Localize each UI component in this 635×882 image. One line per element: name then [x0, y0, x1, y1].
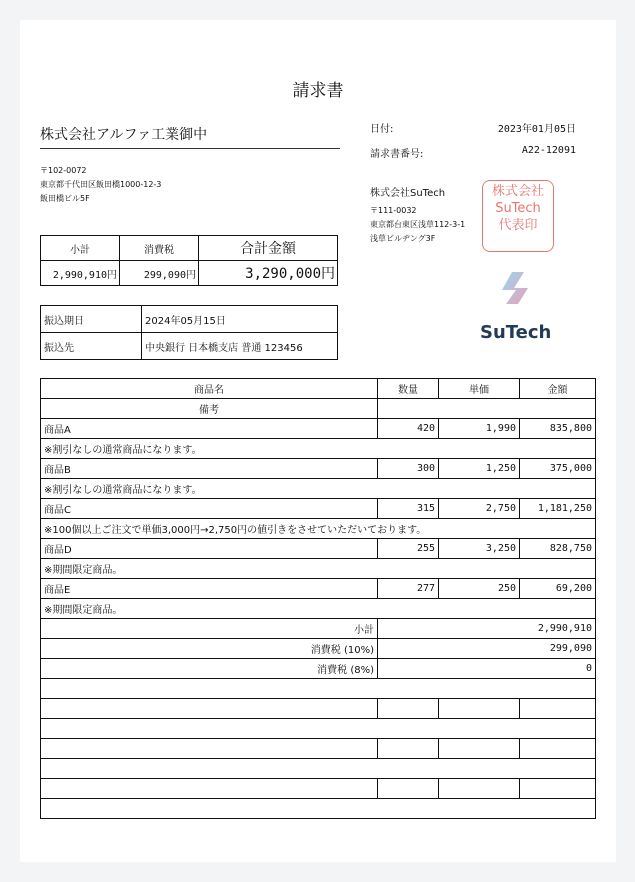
sutech-logo-text: SuTech — [480, 322, 552, 343]
table-row-note — [41, 599, 596, 619]
recipient-address — [40, 164, 161, 206]
tax-label: 消費税 — [120, 236, 199, 261]
bank-account-label: 振込先 — [41, 333, 142, 360]
subtotal-label: 小計 — [41, 236, 120, 261]
issuer-address — [370, 204, 465, 246]
item-amount: 1,181,250 — [520, 499, 596, 519]
empty-row — [41, 679, 596, 699]
header-amount: 金額 — [520, 379, 596, 399]
header-unit-price: 単価 — [439, 379, 520, 399]
item-qty: 420 — [378, 419, 439, 439]
items-table — [40, 378, 596, 819]
item-price: 3,250 — [439, 539, 520, 559]
table-row — [41, 499, 596, 519]
empty-row — [41, 759, 596, 779]
item-price: 1,250 — [439, 459, 520, 479]
item-qty: 315 — [378, 499, 439, 519]
item-note: ※期間限定商品。 — [41, 599, 596, 619]
item-amount: 828,750 — [520, 539, 596, 559]
table-row — [41, 579, 596, 599]
payment-table — [40, 305, 338, 360]
recipient-address-line2: 飯田橋ビル5F — [40, 194, 90, 203]
total-value: 3,290,000円 — [199, 261, 338, 286]
tax8-row-value: 0 — [378, 659, 596, 679]
due-date-value: 2024年05月15日 — [142, 306, 338, 333]
empty-row — [41, 779, 596, 799]
item-price: 250 — [439, 579, 520, 599]
item-name: 商品B — [41, 459, 378, 479]
subtotal-row — [41, 619, 596, 639]
bank-account-value: 中央銀行 日本橋支店 普通 123456 — [142, 333, 338, 360]
recipient-underline — [40, 148, 340, 149]
tax10-row — [41, 639, 596, 659]
table-row — [41, 539, 596, 559]
item-amount: 375,000 — [520, 459, 596, 479]
document-title: 請求書 — [292, 81, 344, 101]
issuer-address-line1: 東京都台東区浅草112-3-1 — [370, 220, 466, 229]
item-qty: 300 — [378, 459, 439, 479]
invoice-number-label: 請求書番号: — [370, 149, 424, 160]
tax10-row-value: 299,090 — [378, 639, 596, 659]
tax10-row-label: 消費税 (10%) — [41, 639, 378, 659]
issuer-name: 株式会社SuTech — [370, 188, 446, 199]
company-seal-stamp: 株式会社 SuTech 代表印 — [482, 180, 554, 252]
invoice-page — [20, 20, 616, 862]
subtotal-row-value: 2,990,910 — [378, 619, 596, 639]
total-label: 合計金額 — [199, 236, 338, 261]
recipient-postal: 〒102-0072 — [40, 166, 87, 175]
item-name: 商品E — [41, 579, 378, 599]
recipient-name: 株式会社アルファ工業御中 — [40, 127, 208, 143]
item-price: 1,990 — [439, 419, 520, 439]
tax8-row-label: 消費税 (8%) — [41, 659, 378, 679]
item-name: 商品C — [41, 499, 378, 519]
tax-value: 299,090円 — [120, 261, 199, 286]
date-value: 2023年01月05日 — [497, 124, 576, 135]
subtotal-row-label: 小計 — [41, 619, 378, 639]
item-name: 商品D — [41, 539, 378, 559]
table-row-note — [41, 439, 596, 459]
issuer-address-line2: 浅草ビルヂング3F — [370, 234, 436, 243]
issuer-postal: 〒111-0032 — [370, 206, 417, 215]
empty-row — [41, 739, 596, 759]
item-note: ※割引なしの通常商品になります。 — [41, 439, 596, 459]
item-name: 商品A — [41, 419, 378, 439]
item-qty: 255 — [378, 539, 439, 559]
table-row-note — [41, 559, 596, 579]
item-note: ※割引なしの通常商品になります。 — [41, 479, 596, 499]
summary-table — [40, 235, 338, 286]
table-row — [41, 419, 596, 439]
item-qty: 277 — [378, 579, 439, 599]
table-row — [41, 459, 596, 479]
empty-row — [41, 719, 596, 739]
item-amount: 69,200 — [520, 579, 596, 599]
header-quantity: 数量 — [378, 379, 439, 399]
invoice-number-value: A22-12091 — [521, 145, 576, 156]
header-item-name: 商品名 — [41, 379, 378, 399]
due-date-label: 振込期日 — [41, 306, 142, 333]
item-amount: 835,800 — [520, 419, 596, 439]
header-note: 備考 — [41, 399, 378, 419]
item-note: ※100個以上ご注文で単価3,000円→2,750円の値引きをさせていただいております。 — [41, 519, 596, 539]
date-label: 日付: — [370, 124, 394, 135]
table-row-note — [41, 519, 596, 539]
subtotal-value: 2,990,910円 — [41, 261, 120, 286]
sutech-logo-icon — [498, 270, 538, 320]
item-note: ※期間限定商品。 — [41, 559, 596, 579]
empty-row — [41, 699, 596, 719]
recipient-address-line1: 東京都千代田区飯田橋1000-12-3 — [40, 180, 162, 189]
tax8-row — [41, 659, 596, 679]
empty-row — [41, 799, 596, 819]
item-price: 2,750 — [439, 499, 520, 519]
table-row-note — [41, 479, 596, 499]
